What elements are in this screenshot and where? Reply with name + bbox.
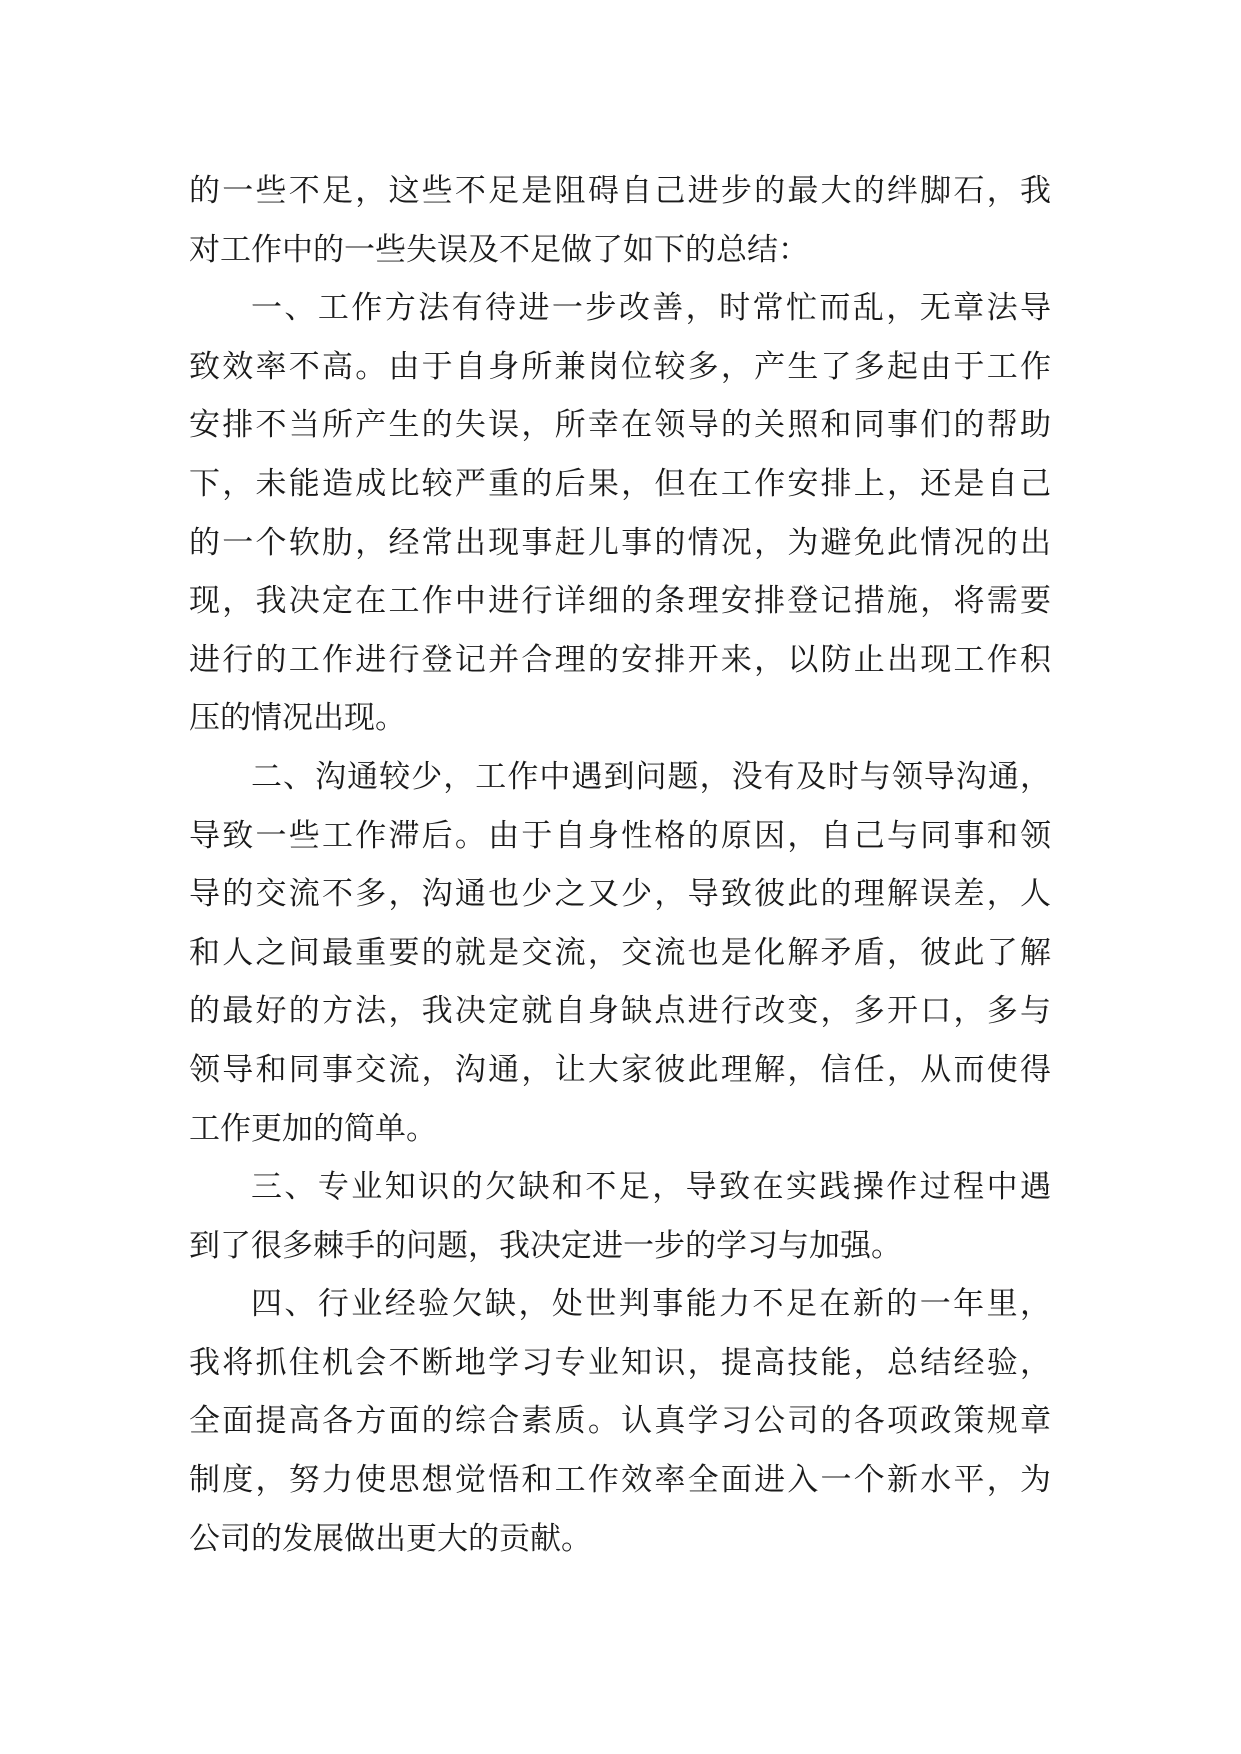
paragraph-first-line: 三、专业知识的欠缺和不足，导致在实践操作过程中遇 bbox=[251, 1169, 1051, 1206]
text-line: 到了很多棘手的问题，我决定进一步的学习与加强。 bbox=[189, 1227, 902, 1264]
paragraph-first-line: 一、工作方法有待进一步改善，时常忙而乱，无章法导 bbox=[251, 290, 1051, 327]
paragraph-first-line: 二、沟通较少，工作中遇到问题，没有及时与领导沟通， bbox=[251, 758, 1051, 795]
text-line: 压的情况出现。 bbox=[189, 700, 406, 737]
text-line: 公司的发展做出更大的贡献。 bbox=[189, 1520, 592, 1557]
text-line: 的最好的方法，我决定就自身缺点进行改变，多开口，多与 bbox=[189, 993, 1051, 1030]
text-line: 领导和同事交流，沟通，让大家彼此理解，信任，从而使得 bbox=[189, 1051, 1051, 1088]
text-line: 我将抓住机会不断地学习专业知识，提高技能，总结经验， bbox=[189, 1344, 1051, 1381]
text-line: 安排不当所产生的失误，所幸在领导的关照和同事们的帮助 bbox=[189, 407, 1051, 444]
text-line: 导的交流不多，沟通也少之又少，导致彼此的理解误差，人 bbox=[189, 876, 1051, 913]
text-line: 下，未能造成比较严重的后果，但在工作安排上，还是自己 bbox=[189, 465, 1051, 502]
text-line: 的一些不足，这些不足是阻碍自己进步的最大的绊脚石，我 bbox=[189, 173, 1051, 209]
text-line: 致效率不高。由于自身所兼岗位较多，产生了多起由于工作 bbox=[189, 348, 1051, 385]
text-line: 工作更加的简单。 bbox=[189, 1110, 437, 1147]
text-line: 导致一些工作滞后。由于自身性格的原因，自己与同事和领 bbox=[189, 817, 1051, 854]
text-line: 制度，努力使思想觉悟和工作效率全面进入一个新水平，为 bbox=[189, 1462, 1051, 1499]
text-line: 进行的工作进行登记并合理的安排开来，以防止出现工作积 bbox=[189, 641, 1051, 678]
document-body bbox=[189, 162, 1051, 1568]
text-line: 和人之间最重要的就是交流，交流也是化解矛盾，彼此了解 bbox=[189, 934, 1051, 971]
text-line: 现，我决定在工作中进行详细的条理安排登记措施，将需要 bbox=[189, 583, 1051, 620]
text-line: 对工作中的一些失误及不足做了如下的总结： bbox=[189, 231, 809, 268]
text-line: 全面提高各方面的综合素质。认真学习公司的各项政策规章 bbox=[189, 1403, 1051, 1440]
text-line: 的一个软肋，经常出现事赶儿事的情况，为避免此情况的出 bbox=[189, 524, 1051, 561]
paragraph-first-line: 四、行业经验欠缺，处世判事能力不足在新的一年里， bbox=[251, 1286, 1051, 1323]
